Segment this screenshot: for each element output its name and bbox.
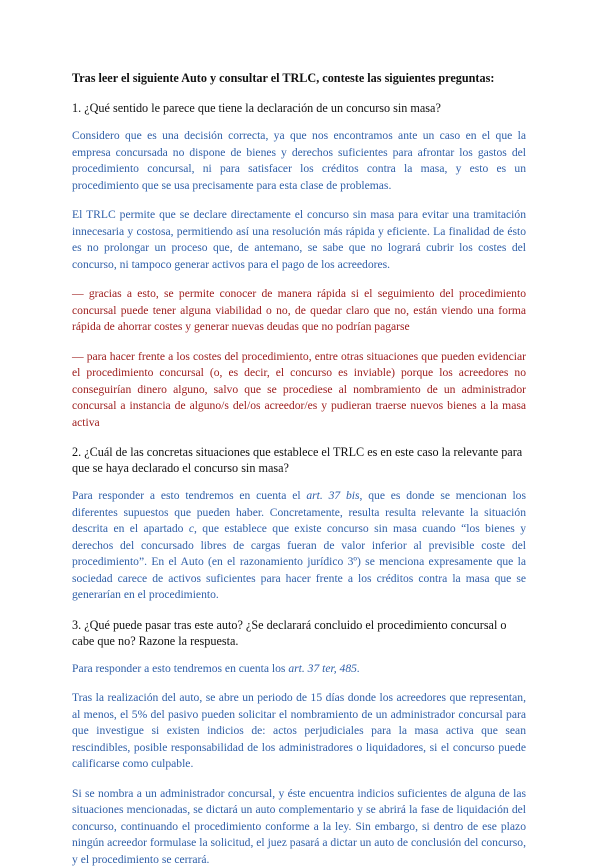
question-2: 2. ¿Cuál de las concretas situaciones que establece el TRLC es en este caso la relevante para que se haya declarado el concurso sin masa? [72, 444, 526, 476]
answer-2-tail: , que establece que existe concurso sin masa cuando “los bienes y derechos del concursado libres de cargas fueran de valor inferior al previsible coste del procedimiento”. En el Auto (en el razonamiento jurídico 3º) se menciona expresamente que la sociedad carece de activos suficientes para hacer frente a los créditos contra la masa que se generarían en el procedimiento. [72, 522, 526, 601]
question-3: 3. ¿Qué puede pasar tras este auto? ¿Se declarará concluido el procedimiento concursal o cabe que no? Razone la respuesta. [72, 617, 526, 649]
note-1: — gracias a esto, se permite conocer de manera rápida si el seguimiento del procedimiento concursal puede tener alguna viabilidad o no, de quedar claro que no, están viendo una forma rápida de ahorrar costes y generar nuevas deudas que no podrían pagarse [72, 286, 526, 336]
answer-1-paragraph-2: El TRLC permite que se declare directamente el concurso sin masa para evitar una tramitación innecesaria y costosa, permitiendo así una resolución más rápida y eficiente. La finalidad de ésto es no prolongar un proceso que, de antemano, se sabe que no logrará cubrir los costes del concurso, ni tampoco generar activos para el pago de los acreedores. [72, 207, 526, 273]
note-2: — para hacer frente a los costes del procedimiento, entre otras situaciones que pueden evidenciar el procedimiento concursal (o, es decir, el concurso es inviable) porque los acreedores no conseguirían dinero alguno, salvo que se procediese al nombramiento de un administrador concursal a instancia de alguno/s del/os acreedor/es y pudieran traerse nuevos bienes a la masa activa [72, 349, 526, 432]
answer-1-paragraph-1: Considero que es una decisión correcta, ya que nos encontramos ante un caso en el que la empresa concursada no dispone de bienes y derechos suficientes para afrontar los gastos del procedimiento concursal, ni para satisfacer los créditos contra la masa, y esto es un procedimiento que se usa precisamente para esta clase de problemas. [72, 128, 526, 194]
article-reference: art. 37 bis [306, 489, 359, 502]
answer-3-paragraph-2: Tras la realización del auto, se abre un periodo de 15 días donde los acreedores que representan, al menos, el 5% del pasivo pueden solicitar el nombramiento de un administrador concursal para que investigue si existen indicios de: actos perjudiciales para la masa activa que sean rescindibles, posible responsabilidad de los administradores o liquidadores, si el concurso puede calificarse como culpable. [72, 690, 526, 773]
section-reference: c [189, 522, 194, 535]
answer-2-lead: Para responder a esto tendremos en cuenta el [72, 489, 306, 502]
answer-2-mid: , que es donde se mencionan los diferentes supuestos que pueden haber. Concretamente, resulta resulta relevante la situación descrita en el apartado [72, 489, 526, 535]
question-1: 1. ¿Qué sentido le parece que tiene la declaración de un concurso sin masa? [72, 100, 526, 116]
answer-3-paragraph-1 [72, 661, 526, 678]
document-title: Tras leer el siguiente Auto y consultar el TRLC, conteste las siguientes preguntas: [72, 70, 526, 86]
answer-2-paragraph [72, 488, 526, 604]
answer-3-lead: Para responder a esto tendremos en cuenta los [72, 662, 288, 675]
answer-3-paragraph-3: Si se nombra a un administrador concursal, y éste encuentra indicios suficientes de alguna de las situaciones mencionadas, se dictará un auto complementario y se abrirá la fase de liquidación del concurso, continuando el procedimiento conforme a la ley. Sin embargo, si dentro de ese plazo ningún acreedor formulase la solicitud, el juez pasará a dictar un auto de conclusión del concurso, y el procedimiento se cerrará. [72, 786, 526, 868]
article-reference-2: art. 37 ter, 485. [288, 662, 360, 675]
